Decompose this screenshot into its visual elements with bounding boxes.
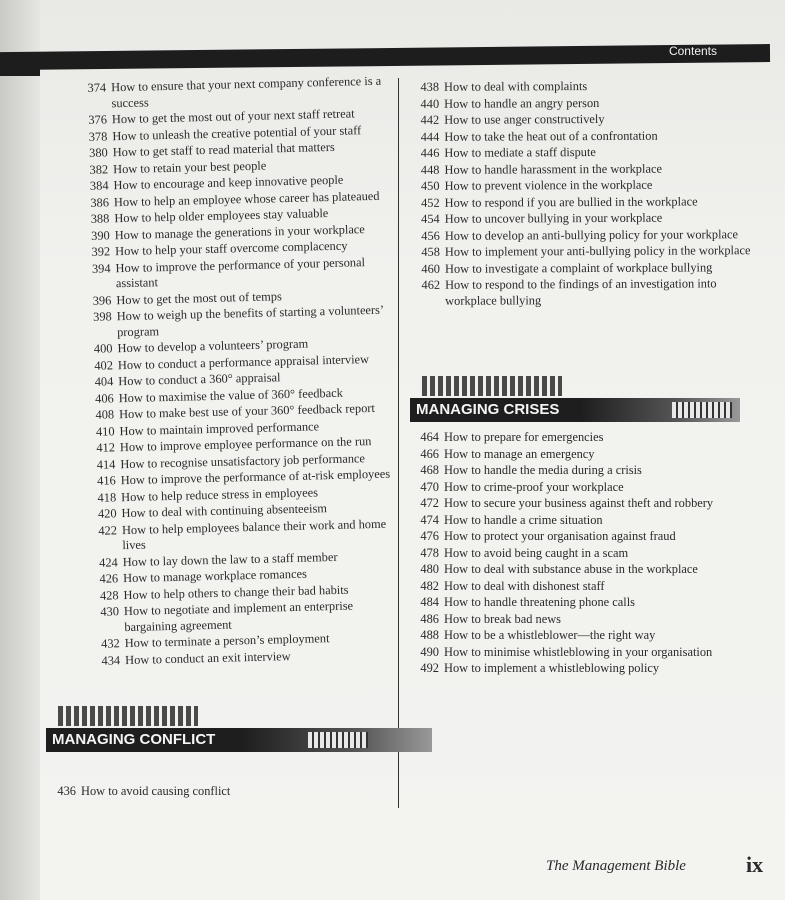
toc-entry-title: How to improve employee performance on the run	[119, 434, 372, 455]
toc-entry-title: How to maintain improved performance	[119, 418, 320, 438]
toc-right-column	[405, 78, 756, 310]
toc-page-number: 410	[95, 423, 115, 439]
toc-entry	[405, 612, 755, 628]
toc-page-number: 492	[420, 661, 439, 675]
toc-page-number: 456	[421, 228, 440, 243]
toc-entry	[406, 194, 756, 211]
toc-entry-title: How to handle an angry person	[444, 95, 600, 111]
toc-page-number: 464	[420, 430, 439, 444]
toc-entry-title: How to deal with substance abuse in the workplace	[444, 562, 698, 576]
toc-crises-column	[405, 430, 755, 678]
toc-entry-title: How to use anger constructively	[444, 111, 605, 127]
toc-entry-title: How to develop a volunteers’ program	[117, 336, 309, 356]
toc-page-number: 428	[99, 587, 119, 603]
toc-page-number: 388	[90, 211, 110, 226]
toc-list-right	[405, 78, 756, 309]
toc-entry-title: How to get the most out of temps	[116, 288, 283, 307]
toc-page-number: 438	[420, 79, 440, 94]
toc-entry-title: How to weigh up the benefits of starting a volunteers’ program	[116, 302, 384, 339]
toc-entry-title: How to retain your best people	[112, 158, 267, 176]
toc-entry-title: How to break bad news	[444, 611, 561, 626]
toc-entry-title: How to be a whistleblower—the right way	[444, 628, 656, 642]
toc-entry	[406, 210, 756, 227]
toc-entry	[406, 260, 756, 277]
toc-entry-title: How to encourage and keep innovative people	[113, 172, 344, 193]
toc-entry	[405, 513, 755, 529]
toc-entry	[405, 529, 755, 545]
toc-page-number: 454	[421, 211, 440, 226]
toc-entry	[406, 227, 756, 244]
toc-page-number: 422	[98, 522, 118, 538]
toc-page-number: 392	[91, 244, 111, 259]
toc-entry	[405, 562, 755, 578]
toc-entry	[405, 661, 755, 677]
toc-page-number: 426	[99, 571, 119, 586]
toc-page-number: 376	[88, 112, 108, 127]
toc-entry-title: How to mediate a staff dispute	[444, 145, 596, 160]
toc-entry	[405, 463, 755, 479]
toc-page-number: 384	[89, 178, 109, 193]
toc-entry-title: How to manage workplace romances	[122, 566, 307, 586]
toc-entry-title: How to implement your anti-bullying policy in the workplace	[444, 243, 751, 259]
toc-entry-title: How to handle the media during a crisis	[444, 463, 642, 477]
toc-page-number: 398	[92, 309, 112, 324]
toc-page-number: 424	[98, 554, 118, 570]
toc-page-number: 412	[96, 440, 116, 455]
toc-entry	[405, 128, 755, 145]
toc-entry-title: How to recognise unsatisfactory job performance	[120, 450, 366, 471]
toc-page-number: 396	[92, 292, 112, 308]
section-heading: MANAGING CONFLICT	[46, 728, 242, 752]
toc-entry-title: How to get the most out of your next staff retreat	[111, 106, 355, 127]
toc-entry-title: How to manage an emergency	[444, 446, 595, 461]
toc-conflict-list	[42, 784, 392, 801]
banner-decoration	[58, 706, 198, 726]
toc-entry-title: How to respond to the findings of an investigation into workplace bullying	[445, 276, 717, 308]
toc-page-number: 434	[101, 652, 121, 668]
toc-entry-title: How to develop an anti-bullying policy for your workplace	[444, 226, 739, 243]
toc-entry-title: How to unleash the creative potential of your staff	[112, 122, 362, 143]
toc-entry-title: How to uncover bullying in your workplace	[444, 210, 663, 226]
toc-page-number: 418	[97, 489, 117, 505]
toc-page-number: 404	[94, 374, 114, 389]
toc-page-number: 488	[420, 628, 439, 642]
toc-entry-title: How to terminate a person’s employment	[124, 631, 330, 651]
toc-entry-title: How to avoid being caught in a scam	[444, 545, 629, 560]
toc-entry-title: How to help employees balance their work and home lives	[121, 516, 387, 553]
toc-entry-title: How to get staff to read material that matters	[112, 139, 335, 160]
toc-entry-title: How to maximise the value of 360° feedback	[118, 385, 343, 405]
toc-page-number: 446	[420, 145, 440, 160]
toc-left-column	[42, 73, 406, 670]
toc-entry-title: How to help older employees stay valuable	[114, 206, 329, 226]
toc-page-number: 374	[87, 80, 107, 95]
section-banner-conflict	[46, 706, 386, 754]
toc-page-number: 444	[420, 129, 440, 144]
toc-page-number: 394	[91, 260, 111, 276]
toc-page-number: 470	[420, 479, 439, 494]
toc-entry-title: How to crime-proof your workplace	[444, 479, 624, 494]
toc-entry-title: How to improve the performance of your personal assistant	[115, 254, 366, 291]
toc-page-number: 382	[89, 161, 109, 177]
toc-page-number: 440	[420, 96, 440, 111]
toc-entry-title: How to minimise whistleblowing in your organisation	[444, 644, 713, 659]
toc-list-conflict	[42, 784, 392, 800]
toc-page-number: 460	[421, 261, 441, 276]
toc-entry-title: How to ensure that your next company conference is a success	[110, 73, 382, 110]
toc-page-number: 420	[97, 506, 117, 521]
toc-page-number: 484	[420, 595, 439, 609]
toc-entry	[406, 177, 756, 194]
toc-entry-title: How to take the heat out of a confrontation	[444, 128, 658, 144]
toc-entry	[405, 496, 755, 512]
toc-entry	[405, 579, 755, 595]
toc-page-number: 486	[420, 611, 439, 626]
toc-entry	[405, 447, 755, 463]
toc-page-number: 462	[421, 277, 441, 292]
toc-page-number: 386	[90, 194, 110, 210]
toc-page-number: 442	[420, 112, 440, 127]
toc-page-number: 378	[88, 128, 108, 144]
banner-icons	[308, 732, 368, 748]
section-banner-crises	[410, 376, 740, 424]
toc-entry-title: How to deal with dishonest staff	[444, 578, 605, 593]
toc-page-number: 436	[57, 784, 76, 798]
toc-entry	[405, 144, 755, 161]
toc-entry-title: How to help reduce stress in employees	[120, 484, 319, 504]
toc-entry-title: How to improve the performance of at-risk employees	[120, 466, 391, 488]
toc-entry-title: How to help an employee whose career has plateaued	[113, 188, 380, 209]
toc-entry-title: How to help others to change their bad habits	[123, 582, 349, 602]
toc-entry-title: How to prevent violence in the workplace	[444, 177, 653, 193]
banner-icons	[672, 402, 732, 418]
toc-page-number: 406	[94, 390, 114, 406]
toc-entry-title: How to handle harassment in the workplace	[444, 161, 662, 177]
toc-page-number: 490	[420, 644, 439, 659]
banner-decoration	[422, 376, 562, 396]
toc-entry-title: How to handle a crime situation	[444, 512, 603, 527]
toc-entry	[405, 645, 755, 661]
toc-page-number: 476	[420, 529, 439, 543]
section-heading: MANAGING CRISES	[410, 398, 581, 422]
toc-entry-title: How to prepare for emergencies	[444, 430, 604, 444]
toc-entry	[405, 595, 755, 611]
toc-entry	[406, 243, 756, 260]
toc-page-number: 400	[93, 341, 113, 356]
toc-page-number: 414	[96, 456, 116, 472]
toc-entry-title: How to deal with complaints	[443, 79, 588, 94]
toc-entry	[406, 276, 756, 309]
toc-entry	[405, 111, 755, 128]
toc-entry	[405, 78, 755, 95]
toc-entry-title: How to help your staff overcome complacency	[114, 238, 348, 259]
page-fold	[0, 0, 40, 900]
toc-page-number: 478	[420, 545, 439, 560]
toc-page-number: 390	[90, 227, 110, 243]
running-header: Contents	[668, 44, 717, 58]
toc-entry-title: How to avoid causing conflict	[81, 784, 231, 798]
toc-entry	[405, 161, 755, 178]
toc-entry-title: How to lay down the law to a staff member	[122, 549, 338, 569]
page-number: ix	[746, 852, 764, 877]
toc-entry-title: How to implement a whistleblowing policy	[444, 661, 660, 675]
toc-page-number: 416	[96, 473, 116, 488]
toc-page-number: 474	[420, 512, 439, 527]
toc-page-number: 466	[420, 446, 439, 461]
toc-entry-title: How to secure your business against theft and robbery	[444, 496, 714, 510]
toc-page-number: 480	[420, 562, 439, 576]
toc-page-number: 432	[100, 636, 120, 651]
toc-entry	[405, 480, 755, 496]
toc-page-number: 448	[420, 162, 440, 177]
toc-page-number: 482	[420, 578, 439, 593]
toc-entry-title: How to deal with continuing absenteeism	[121, 501, 328, 521]
toc-entry	[405, 546, 755, 562]
toc-page-number: 452	[421, 195, 440, 210]
toc-page-number: 430	[100, 604, 120, 619]
toc-page-number: 402	[94, 357, 114, 373]
book-title: The Management Bible	[546, 858, 686, 874]
toc-entry-title: How to negotiate and implement an enterprise bargaining agreement	[123, 598, 354, 634]
toc-entry-title: How to conduct a performance appraisal interview	[117, 351, 370, 372]
toc-entry-title: How to make best use of your 360° feedback report	[118, 400, 376, 422]
toc-entry	[405, 95, 755, 112]
toc-list-left	[42, 73, 406, 669]
toc-list-crises	[405, 430, 755, 677]
toc-page-number: 450	[420, 178, 440, 193]
toc-page-number: 380	[88, 145, 108, 160]
toc-entry	[405, 628, 755, 644]
toc-entry-title: How to respond if you are bullied in the workplace	[444, 193, 698, 210]
toc-entry-title: How to protect your organisation against fraud	[444, 529, 676, 543]
toc-entry-title: How to conduct a 360° appraisal	[118, 370, 281, 389]
toc-entry	[405, 430, 755, 446]
toc-entry	[42, 784, 392, 800]
toc-entry-title: How to conduct an exit interview	[124, 648, 291, 667]
toc-page-number: 408	[95, 407, 115, 422]
toc-entry-title: How to investigate a complaint of workplace bullying	[444, 259, 713, 276]
toc-page-number: 458	[421, 244, 440, 259]
toc-entry-title: How to manage the generations in your workplace	[114, 221, 366, 242]
toc-entry-title: How to handle threatening phone calls	[444, 595, 635, 609]
toc-page-number: 468	[420, 463, 439, 477]
toc-page-number: 472	[420, 496, 439, 510]
